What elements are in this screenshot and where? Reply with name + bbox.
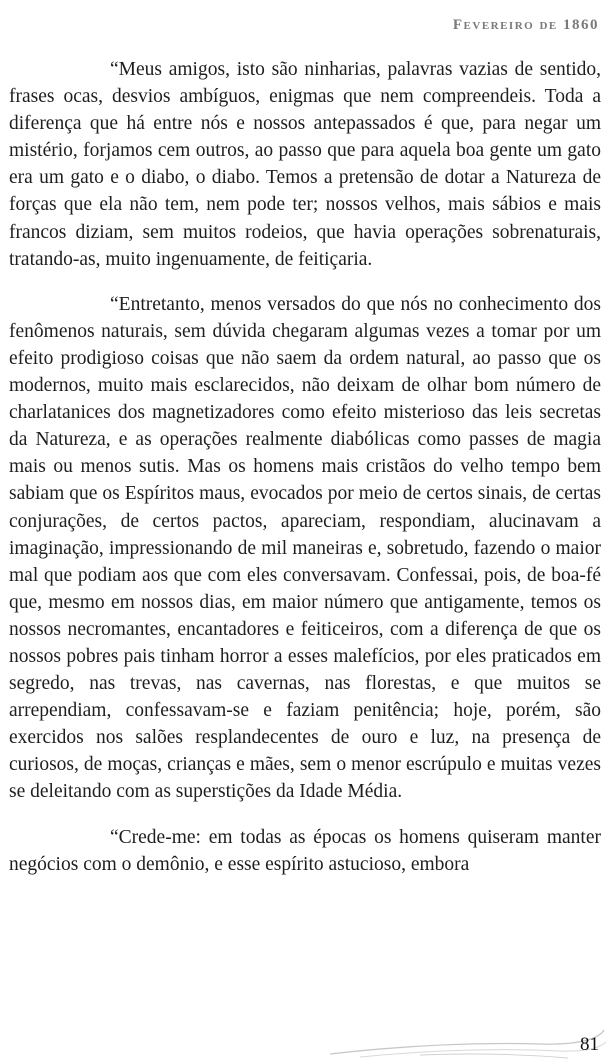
- paragraph-1: “Meus amigos, isto são ninharias, palavras vazias de sentido, frases ocas, desvios ambíguos, enigmas que nem compreendeis. Toda a diferença que há entre nós e nossos antepassados é que, para negar um mistério, forjamos cem outros, ao passo que para aquela boa gente um gato era um gato e o diabo, o diabo. Temos a pretensão de dotar a Natureza de forças que ela não tem, nem pode ter; nossos velhos, mais sábios e mais francos diziam, sem muitos rodeios, que havia operações sobrenaturais, tratando-as, muito ingenuamente, de feitiçaria.: [9, 59, 601, 270]
- paragraph-3: “Crede-me: em todas as épocas os homens quiseram manter negócios com o demônio, e esse espírito astucioso, embora: [9, 826, 601, 875]
- swash-ornament-icon: [0, 1020, 607, 1062]
- page-body: [9, 56, 601, 878]
- page-number: 81: [580, 1034, 599, 1055]
- paragraph-2: “Entretanto, menos versados do que nós no conhecimento dos fenômenos naturais, sem dúvida chegaram algumas vezes a tomar por um efeito prodigioso coisas que não saem da ordem natural, ao passo que os modernos, muito mais esclarecidos, não deixam de olhar bom número de charlatanices dos magnetizadores como efeito misterioso das leis secretas da Natureza, e as operações realmente diabólicas como passes de magia mais ou menos sutis. Mas os homens mais cristãos do velho tempo bem sabiam que os Espíritos maus, evocados por meio de certos sinais, de certas conjurações, de certos pactos, apareciam, respondiam, alucinavam a imaginação, impressionando de mil maneiras e, sobretudo, fazendo o maior mal que podiam aos que com eles conversavam. Confessai, pois, de boa-fé que, mesmo em nossos dias, em maior número que antigamente, temos os nossos necromantes, encantadores e feiticeiros, com a diferença de que os nossos pobres pais tinham horror a esses malefícios, por eles praticados em segredo, nas trevas, nas cavernas, nas florestas, e que muitos se arrependiam, confessavam-se e faziam penitência; hoje, porém, são exercidos nos salões resplandecentes de ouro e luz, na presença de curiosos, de moças, crianças e mães, sem o menor escrúpulo e muitas vezes se deleitando com as superstições da Idade Média.: [9, 293, 601, 803]
- running-header: Fevereiro de 1860: [452, 17, 599, 33]
